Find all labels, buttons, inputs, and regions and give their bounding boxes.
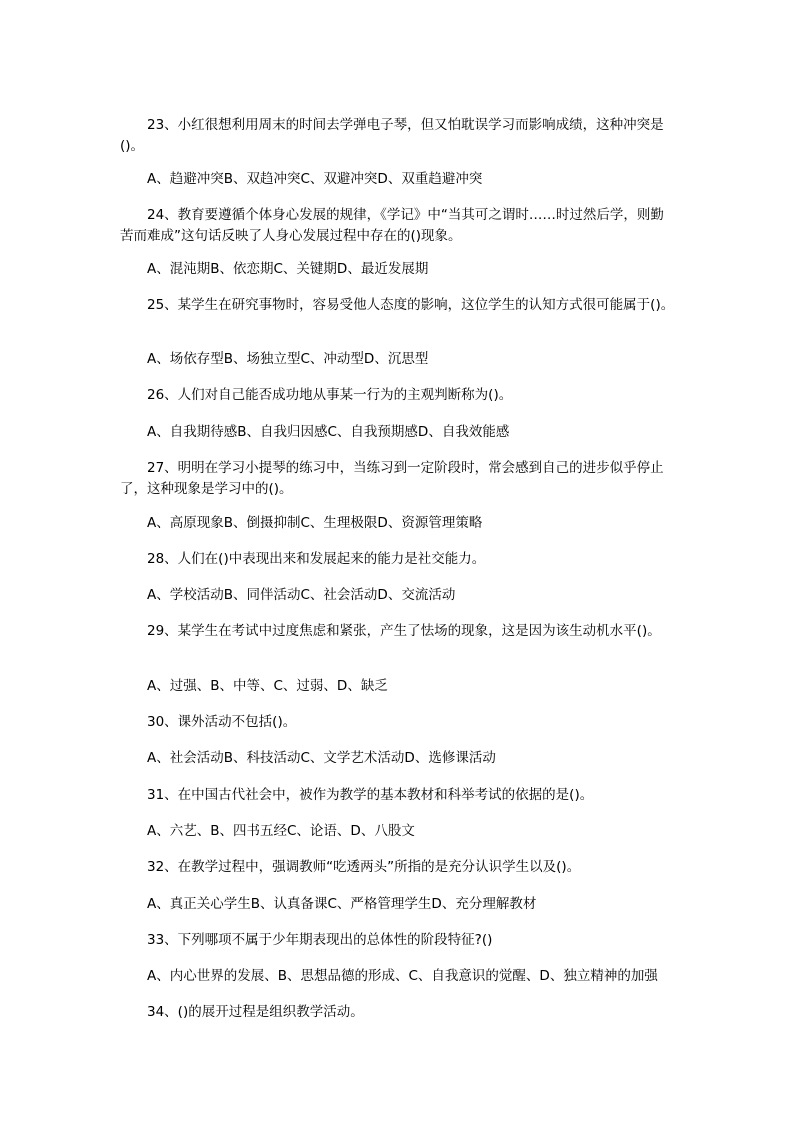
- question-25: 25、某学生在研究事物时，容易受他人态度的影响，这位学生的认知方式很可能属于()。: [147, 297, 675, 313]
- options-31: A、六艺、B、四书五经C、论语、D、八股文: [147, 823, 415, 839]
- options-32: A、真正关心学生B、认真备课C、严格管理学生D、充分理解教材: [147, 896, 537, 912]
- options-26: A、自我期待感B、自我归因感C、自我预期感D、自我效能感: [147, 424, 510, 440]
- question-29: 29、某学生在考试中过度焦虑和紧张，产生了怯场的现象，这是因为该生动机水平()。: [147, 623, 661, 639]
- options-33: A、内心世界的发展、B、思想品德的形成、C、自我意识的觉醒、D、独立精神的加强: [147, 968, 658, 984]
- question-31: 31、在中国古代社会中，被作为教学的基本教材和科举考试的依据的是()。: [147, 787, 594, 803]
- question-26: 26、人们对自己能否成功地从事某一行为的主观判断称为()。: [147, 387, 513, 403]
- options-30: A、社会活动B、科技活动C、文学艺术活动D、选修课活动: [147, 750, 496, 766]
- options-24: A、混沌期B、依恋期C、关键期D、最近发展期: [147, 261, 429, 277]
- question-30: 30、课外活动不包括()。: [147, 714, 297, 730]
- options-28: A、学校活动B、同伴活动C、社会活动D、交流活动: [147, 587, 456, 603]
- question-33: 33、下列哪项不属于少年期表现出的总体性的阶段特征?(): [147, 932, 493, 948]
- question-23: 23、小红很想利用周末的时间去学弹电子琴，但又怕耽误学习而影响成绩，这种冲突是()。: [120, 117, 664, 154]
- options-23: A、趋避冲突B、双趋冲突C、双避冲突D、双重趋避冲突: [147, 171, 483, 187]
- options-27: A、高原现象B、倒摄抑制C、生理极限D、资源管理策略: [147, 515, 483, 531]
- question-28: 28、人们在()中表现出来和发展起来的能力是社交能力。: [147, 551, 486, 567]
- question-24: 24、教育要遵循个体身心发展的规律，《学记》中“当其可之谓时……时过然后学，则勤苦而难成”这句话反映了人身心发展过程中存在的()现象。: [120, 207, 664, 244]
- question-34: 34、()的展开过程是组织教学活动。: [147, 1004, 364, 1020]
- options-29: A、过强、B、中等、C、过弱、D、缺乏: [147, 678, 388, 694]
- options-25: A、场依存型B、场独立型C、冲动型D、沉思型: [147, 351, 429, 367]
- question-32: 32、在教学过程中，强调教师“吃透两头”所指的是充分认识学生以及()。: [147, 859, 581, 875]
- question-27: 27、明明在学习小提琴的练习中，当练习到一定阶段时，常会感到自己的进步似乎停止了，这种现象是学习中的()。: [120, 460, 664, 497]
